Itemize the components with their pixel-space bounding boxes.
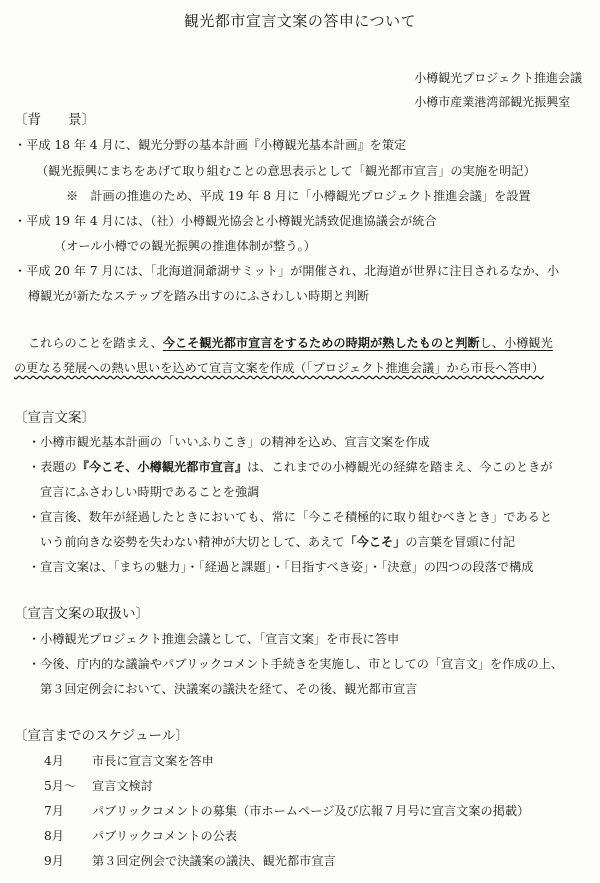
draft-text: の言葉を冒頭に付記: [405, 535, 516, 549]
section-heading-background: 〔背 景〕: [14, 112, 95, 128]
schedule-month: 4月: [44, 754, 64, 768]
draft-line: ・宣言文案は、「まちの魅力」・「経過と課題」・「目指すべき姿」・「決意」の四つの段落で構成: [28, 560, 534, 574]
draft-text: ・表題の: [28, 460, 77, 474]
summary-emphasis: 今こそ観光都市宣言をするための時期が熟したものと判断: [162, 336, 480, 350]
schedule-description: 宣言文検討: [92, 779, 153, 793]
handling-line: ・今後、庁内的な議論やパブリックコメント手続きを実施し、市としての「宣言文」を作成の上、: [28, 657, 564, 671]
section-heading-draft: 〔宣言文案〕: [14, 410, 95, 426]
organization-name: 小樽市産業港湾部観光振興室: [414, 95, 571, 109]
background-summary-continued: の更なる発展への熱い思いを込めて宣言文案を作成（「プロジェクト推進会議」から市長へ答申）: [14, 361, 544, 375]
schedule-month: 7月: [44, 804, 64, 818]
schedule-month: 5月～: [44, 779, 77, 793]
background-line: （オール小樽での観光振興の推進体制が整う。）: [54, 239, 316, 253]
background-line: 樽観光が新たなステップを踏み出すのにふさわしい時期と判断: [28, 289, 370, 303]
draft-text: いう前向きな姿勢を失わない精神が大切として、あえて: [40, 535, 345, 549]
background-summary: [28, 334, 553, 351]
summary-text: し、小樽観光: [479, 336, 553, 350]
draft-text: は、これまでの小樽観光の経緯を踏まえ、今このときが: [247, 460, 553, 474]
background-line: ※ 計画の推進のため、平成 19 年 8 月に「小樽観光プロジェクト推進会議」を設置: [66, 189, 531, 203]
draft-line: ・宣言後、数年が経過したときにおいても、常に「今こそ積極的に取り組むべきとき」であると: [28, 510, 553, 524]
summary-text: これらのことを踏まえ、: [28, 336, 163, 350]
draft-line: ・小樽市観光基本計画の「いいふりこき」の精神を込め、宣言文案を作成: [28, 435, 430, 449]
handling-line: ・小樽観光プロジェクト推進会議として、「宣言文案」を市長に答申: [28, 632, 400, 646]
page-title: 観光都市宣言文案の答申について: [183, 12, 417, 30]
section-heading-handling: 〔宣言文案の取扱い〕: [14, 606, 149, 622]
draft-line: [40, 533, 515, 550]
schedule-description: パブリックコメントの公表: [92, 829, 238, 843]
schedule-description: 第３回定例会で決議案の議決、観光都市宣言: [92, 854, 336, 868]
draft-line: [28, 458, 553, 475]
schedule-description: 市長に宣言文案を答申: [92, 754, 214, 768]
handling-line: 第３回定例会において、決議案の議決を経て、その後、観光都市宣言: [40, 682, 418, 696]
organization-name: 小樽観光プロジェクト推進会議: [414, 71, 582, 85]
background-line: ・平成 18 年 4 月に、観光分野の基本計画『小樽観光基本計画』を策定: [14, 138, 407, 152]
draft-line: 宣言にふさわしい時期であることを強調: [40, 485, 260, 499]
background-line: ・平成 20 年 7 月には、「北海道洞爺湖サミット」が開催され、北海道が世界に注目されるなか、小: [14, 264, 560, 278]
schedule-month: 8月: [44, 829, 64, 843]
draft-emphasis: 『今こそ、小樽観光都市宣言』: [76, 460, 248, 474]
background-line: ・平成 19 年 4 月には、（社）小樽観光協会と小樽観光誘致促進協議会が統合: [14, 214, 437, 228]
schedule-month: 9月: [44, 854, 64, 868]
draft-emphasis: 「今こそ」: [344, 535, 406, 549]
section-heading-schedule: 〔宣言までのスケジュール〕: [14, 728, 189, 744]
background-line: （観光振興にまちをあげて取り組むことの意思表示として「観光都市宣言」の実施を明記）: [36, 164, 536, 178]
schedule-description: パブリックコメントの募集（市ホームページ及び広報７月号に宣言文案の掲載）: [92, 804, 530, 818]
organization-block: [414, 66, 582, 114]
